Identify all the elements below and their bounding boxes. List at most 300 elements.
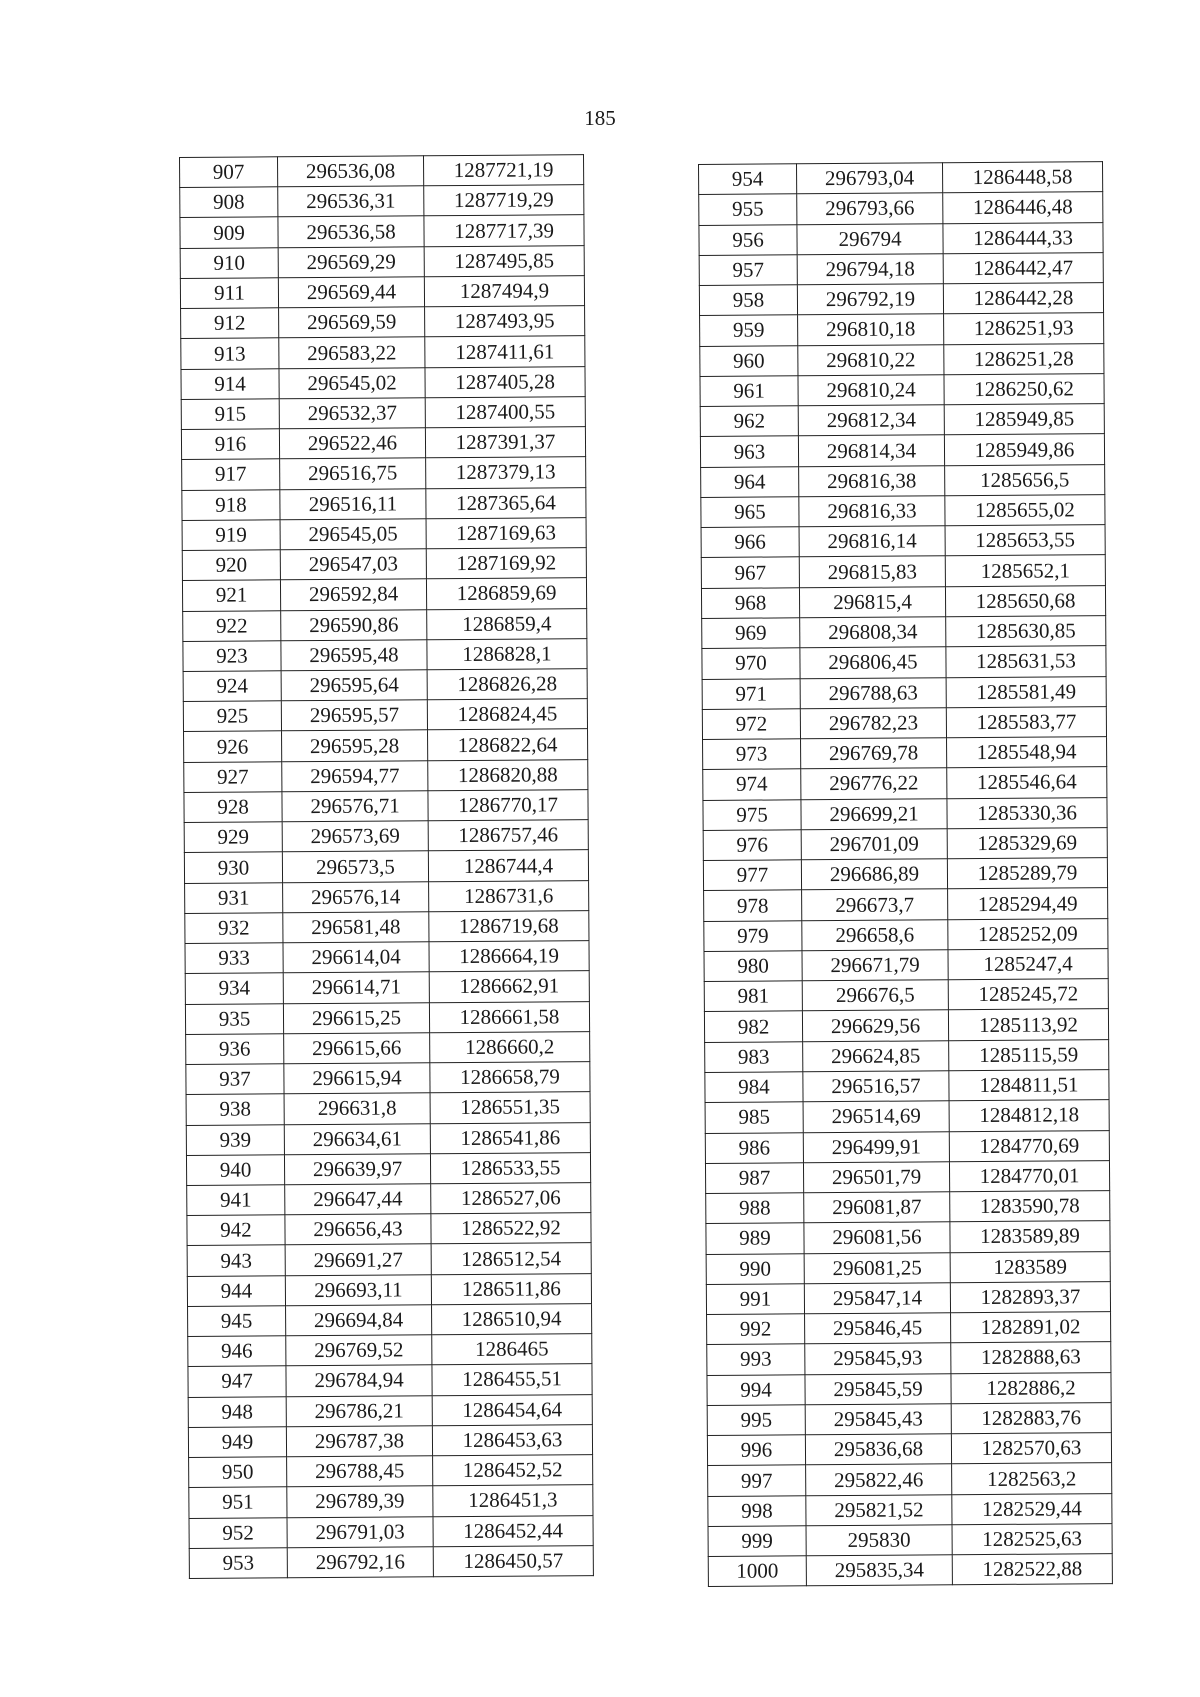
y-coordinate-cell: 1286533,55 [430, 1152, 590, 1183]
y-coordinate-cell: 1286527,06 [431, 1183, 591, 1214]
x-coordinate-cell: 296583,22 [279, 337, 425, 368]
point-number-cell: 922 [183, 610, 281, 641]
table-row [180, 276, 584, 309]
y-coordinate-cell: 1286731,6 [429, 880, 589, 911]
y-coordinate-cell: 1282529,44 [952, 1493, 1112, 1524]
point-number-cell: 973 [703, 739, 801, 770]
point-number-cell: 985 [705, 1102, 803, 1133]
table-row [699, 283, 1103, 316]
y-coordinate-cell: 1283589,89 [950, 1221, 1110, 1252]
x-coordinate-cell: 296812,34 [798, 405, 944, 436]
table-row [188, 1364, 592, 1397]
point-number-cell: 940 [186, 1155, 284, 1186]
y-coordinate-cell: 1286512,54 [431, 1243, 591, 1274]
point-number-cell: 953 [189, 1548, 287, 1579]
x-coordinate-cell: 296793,66 [797, 193, 943, 224]
x-coordinate-cell: 296615,25 [283, 1002, 429, 1033]
x-coordinate-cell: 296634,61 [284, 1123, 430, 1154]
y-coordinate-cell: 1285252,09 [948, 918, 1108, 949]
table-row [708, 1463, 1112, 1496]
table-row [703, 737, 1107, 770]
x-coordinate-cell: 296815,83 [799, 556, 945, 587]
y-coordinate-cell: 1285630,85 [946, 616, 1106, 647]
y-coordinate-cell: 1285548,94 [947, 737, 1107, 768]
x-coordinate-cell: 296658,6 [802, 919, 948, 950]
table-row [700, 374, 1104, 407]
y-coordinate-cell: 1287169,92 [426, 548, 586, 579]
x-coordinate-cell: 296631,8 [284, 1093, 430, 1124]
y-coordinate-cell: 1287717,39 [424, 215, 584, 246]
x-coordinate-cell: 295836,68 [805, 1434, 951, 1465]
table-row [699, 222, 1103, 255]
point-number-cell: 931 [185, 882, 283, 913]
x-coordinate-cell: 296516,11 [280, 488, 426, 519]
point-number-cell: 965 [701, 497, 799, 528]
x-coordinate-cell: 296581,48 [283, 912, 429, 943]
table-row [180, 155, 584, 188]
table-row [703, 828, 1107, 861]
y-coordinate-cell: 1286446,48 [943, 192, 1103, 223]
table-row [182, 487, 586, 520]
point-number-cell: 941 [187, 1185, 285, 1216]
table-row [183, 638, 587, 671]
table-row [707, 1372, 1111, 1405]
x-coordinate-cell: 296769,52 [286, 1335, 432, 1366]
point-number-cell: 948 [188, 1396, 286, 1427]
table-row [185, 911, 589, 944]
y-coordinate-cell: 1287365,64 [426, 487, 586, 518]
x-coordinate-cell: 295845,43 [805, 1404, 951, 1435]
y-coordinate-cell: 1286744,4 [428, 850, 588, 881]
y-coordinate-cell: 1285245,72 [948, 979, 1108, 1010]
point-number-cell: 945 [188, 1306, 286, 1337]
y-coordinate-cell: 1286444,33 [943, 222, 1103, 253]
x-coordinate-cell: 296624,85 [803, 1040, 949, 1071]
point-number-cell: 988 [706, 1193, 804, 1224]
table-row [182, 457, 586, 490]
y-coordinate-cell: 1286453,63 [432, 1424, 592, 1455]
y-coordinate-cell: 1287405,28 [425, 366, 585, 397]
point-number-cell: 952 [189, 1517, 287, 1548]
y-coordinate-cell: 1285583,77 [946, 706, 1106, 737]
table-row [705, 1130, 1109, 1163]
x-coordinate-cell: 296595,48 [281, 640, 427, 671]
point-number-cell: 933 [185, 943, 283, 974]
table-row [183, 699, 587, 732]
table-row [189, 1545, 593, 1578]
table-row [188, 1424, 592, 1457]
table-row [186, 1122, 590, 1155]
x-coordinate-cell: 296686,89 [801, 859, 947, 890]
x-coordinate-cell: 296614,04 [283, 942, 429, 973]
y-coordinate-cell: 1286859,4 [427, 608, 587, 639]
y-coordinate-cell: 1287495,85 [424, 245, 584, 276]
x-coordinate-cell: 296516,75 [280, 458, 426, 489]
table-row [181, 336, 585, 369]
table-row [188, 1394, 592, 1427]
y-coordinate-cell: 1287169,63 [426, 517, 586, 548]
point-number-cell: 944 [187, 1275, 285, 1306]
table-row [180, 185, 584, 218]
y-coordinate-cell: 1282883,76 [951, 1403, 1111, 1434]
x-coordinate-cell: 296788,45 [287, 1456, 433, 1487]
point-number-cell: 955 [699, 194, 797, 225]
x-coordinate-cell: 296794 [797, 223, 943, 254]
y-coordinate-cell: 1286442,28 [943, 283, 1103, 314]
x-coordinate-cell: 296647,44 [285, 1184, 431, 1215]
y-coordinate-cell: 1283589 [950, 1251, 1110, 1282]
x-coordinate-cell: 296569,44 [278, 277, 424, 308]
x-coordinate-cell: 296536,08 [278, 156, 424, 187]
point-number-cell: 929 [184, 822, 282, 853]
y-coordinate-cell: 1285115,59 [949, 1039, 1109, 1070]
x-coordinate-cell: 296576,71 [282, 791, 428, 822]
point-number-cell: 923 [183, 641, 281, 672]
table-row [180, 245, 584, 278]
page-number: 185 [584, 106, 616, 130]
table-row [185, 1001, 589, 1034]
point-number-cell: 996 [707, 1435, 805, 1466]
point-number-cell: 974 [703, 769, 801, 800]
x-coordinate-cell: 296569,59 [279, 307, 425, 338]
y-coordinate-cell: 1287379,13 [426, 457, 586, 488]
x-coordinate-cell: 296629,56 [802, 1010, 948, 1041]
y-coordinate-cell: 1287391,37 [425, 427, 585, 458]
point-number-cell: 947 [188, 1366, 286, 1397]
y-coordinate-cell: 1286250,62 [944, 374, 1104, 405]
y-coordinate-cell: 1284811,51 [949, 1070, 1109, 1101]
x-coordinate-cell: 296816,38 [799, 465, 945, 496]
table-row [187, 1213, 591, 1246]
table-row [707, 1342, 1111, 1375]
point-number-cell: 934 [185, 973, 283, 1004]
point-number-cell: 927 [184, 761, 282, 792]
table-row [702, 676, 1106, 709]
x-coordinate-cell: 296786,21 [286, 1395, 432, 1426]
x-coordinate-cell: 296699,21 [801, 798, 947, 829]
x-coordinate-cell: 296791,03 [287, 1516, 433, 1547]
table-row [187, 1273, 591, 1306]
y-coordinate-cell: 1285653,55 [945, 525, 1105, 556]
x-coordinate-cell: 296810,24 [798, 375, 944, 406]
point-number-cell: 928 [184, 792, 282, 823]
point-number-cell: 910 [180, 248, 278, 279]
x-coordinate-cell: 296536,58 [278, 216, 424, 247]
point-number-cell: 1000 [708, 1556, 806, 1587]
point-number-cell: 991 [706, 1284, 804, 1315]
table-row [704, 918, 1108, 951]
table-row [706, 1281, 1110, 1314]
y-coordinate-cell: 1282893,37 [950, 1281, 1110, 1312]
y-coordinate-cell: 1286661,58 [429, 1001, 589, 1032]
y-coordinate-cell: 1282891,02 [951, 1312, 1111, 1343]
x-coordinate-cell: 296676,5 [802, 980, 948, 1011]
coordinates-table-left [179, 154, 594, 1579]
point-number-cell: 936 [186, 1034, 284, 1065]
point-number-cell: 989 [706, 1223, 804, 1254]
x-coordinate-cell: 296784,94 [286, 1365, 432, 1396]
x-coordinate-cell: 295845,93 [805, 1343, 951, 1374]
x-coordinate-cell: 296792,19 [797, 284, 943, 315]
x-coordinate-cell: 296788,63 [800, 677, 946, 708]
x-coordinate-cell: 296514,69 [803, 1101, 949, 1132]
table-row [184, 759, 588, 792]
table-row [189, 1455, 593, 1488]
point-number-cell: 981 [704, 981, 802, 1012]
y-coordinate-cell: 1286828,1 [427, 638, 587, 669]
point-number-cell: 926 [184, 731, 282, 762]
y-coordinate-cell: 1285247,4 [948, 949, 1108, 980]
point-number-cell: 959 [700, 315, 798, 346]
x-coordinate-cell: 296573,69 [282, 821, 428, 852]
y-coordinate-cell: 1285949,85 [944, 404, 1104, 435]
y-coordinate-cell: 1286660,2 [430, 1031, 590, 1062]
table-row [707, 1433, 1111, 1466]
point-number-cell: 958 [699, 285, 797, 316]
table-row [706, 1251, 1110, 1284]
table-row [181, 366, 585, 399]
point-number-cell: 943 [187, 1245, 285, 1276]
x-coordinate-cell: 296810,22 [798, 344, 944, 375]
point-number-cell: 909 [180, 217, 278, 248]
table-row [703, 767, 1107, 800]
table-row [183, 669, 587, 702]
x-coordinate-cell: 296693,11 [285, 1274, 431, 1305]
table-row [702, 616, 1106, 649]
y-coordinate-cell: 1285650,68 [945, 585, 1105, 616]
x-coordinate-cell: 296501,79 [803, 1162, 949, 1193]
point-number-cell: 925 [183, 701, 281, 732]
table-row [699, 252, 1103, 285]
y-coordinate-cell: 1285329,69 [947, 828, 1107, 859]
table-row [182, 548, 586, 581]
x-coordinate-cell: 296769,78 [801, 738, 947, 769]
y-coordinate-cell: 1282886,2 [951, 1372, 1111, 1403]
table-row [189, 1515, 593, 1548]
point-number-cell: 997 [708, 1465, 806, 1496]
point-number-cell: 946 [188, 1336, 286, 1367]
table-row [701, 525, 1105, 558]
point-number-cell: 920 [182, 550, 280, 581]
x-coordinate-cell: 295830 [806, 1525, 952, 1556]
y-coordinate-cell: 1286510,94 [432, 1304, 592, 1335]
table-row [701, 464, 1105, 497]
x-coordinate-cell: 296569,29 [278, 246, 424, 277]
x-coordinate-cell: 296793,04 [797, 163, 943, 194]
point-number-cell: 967 [701, 557, 799, 588]
table-row [181, 397, 585, 430]
point-number-cell: 966 [701, 527, 799, 558]
point-number-cell: 968 [701, 588, 799, 619]
point-number-cell: 921 [182, 580, 280, 611]
point-number-cell: 980 [704, 951, 802, 982]
table-row [184, 790, 588, 823]
point-number-cell: 990 [706, 1253, 804, 1284]
table-row [188, 1304, 592, 1337]
y-coordinate-cell: 1286251,28 [944, 343, 1104, 374]
x-coordinate-cell: 295821,52 [806, 1494, 952, 1525]
table-row [700, 343, 1104, 376]
y-coordinate-cell: 1286455,51 [432, 1364, 592, 1395]
y-coordinate-cell: 1285581,49 [946, 676, 1106, 707]
y-coordinate-cell: 1285113,92 [948, 1009, 1108, 1040]
table-row [708, 1524, 1112, 1557]
x-coordinate-cell: 296536,31 [278, 186, 424, 217]
table-row [180, 215, 584, 248]
table-row [708, 1493, 1112, 1526]
table-row [187, 1183, 591, 1216]
x-coordinate-cell: 296595,64 [281, 670, 427, 701]
point-number-cell: 924 [183, 671, 281, 702]
x-coordinate-cell: 296595,28 [282, 730, 428, 761]
point-number-cell: 949 [188, 1427, 286, 1458]
table-row [706, 1191, 1110, 1224]
y-coordinate-cell: 1287719,29 [424, 185, 584, 216]
table-row [705, 1070, 1109, 1103]
y-coordinate-cell: 1286251,93 [944, 313, 1104, 344]
table-row [185, 880, 589, 913]
table-row [186, 1152, 590, 1185]
table-row [188, 1334, 592, 1367]
x-coordinate-cell: 296615,66 [284, 1033, 430, 1064]
x-coordinate-cell: 296673,7 [802, 889, 948, 920]
x-coordinate-cell: 296081,87 [804, 1192, 950, 1223]
point-number-cell: 911 [180, 278, 278, 309]
table-row [704, 888, 1108, 921]
table-row [704, 949, 1108, 982]
point-number-cell: 935 [185, 1003, 283, 1034]
y-coordinate-cell: 1285656,5 [945, 464, 1105, 495]
point-number-cell: 964 [701, 466, 799, 497]
table-row [704, 1009, 1108, 1042]
table-row [189, 1485, 593, 1518]
y-coordinate-cell: 1285652,1 [945, 555, 1105, 586]
table-row [184, 729, 588, 762]
y-coordinate-cell: 1285655,02 [945, 495, 1105, 526]
y-coordinate-cell: 1286664,19 [429, 941, 589, 972]
y-coordinate-cell: 1287411,61 [425, 336, 585, 367]
point-number-cell: 999 [708, 1526, 806, 1557]
x-coordinate-cell: 296594,77 [282, 760, 428, 791]
y-coordinate-cell: 1282525,63 [952, 1524, 1112, 1555]
table-row [699, 162, 1103, 195]
y-coordinate-cell: 1286442,47 [943, 252, 1103, 283]
point-number-cell: 915 [181, 399, 279, 430]
y-coordinate-cell: 1286522,92 [431, 1213, 591, 1244]
x-coordinate-cell: 296547,03 [280, 549, 426, 580]
x-coordinate-cell: 296595,57 [281, 700, 427, 731]
point-number-cell: 983 [705, 1041, 803, 1072]
point-number-cell: 986 [705, 1132, 803, 1163]
table-row [700, 313, 1104, 346]
x-coordinate-cell: 296789,39 [287, 1486, 433, 1517]
y-coordinate-cell: 1283590,78 [950, 1191, 1110, 1222]
table-row [186, 1062, 590, 1095]
x-coordinate-cell: 296792,16 [287, 1547, 433, 1578]
y-coordinate-cell: 1286454,64 [432, 1394, 592, 1425]
y-coordinate-cell: 1286452,44 [433, 1515, 593, 1546]
x-coordinate-cell: 296816,33 [799, 496, 945, 527]
x-coordinate-cell: 295846,45 [805, 1313, 951, 1344]
x-coordinate-cell: 295845,59 [805, 1373, 951, 1404]
point-number-cell: 907 [180, 157, 278, 188]
y-coordinate-cell: 1284812,18 [949, 1100, 1109, 1131]
y-coordinate-cell: 1286451,3 [433, 1485, 593, 1516]
point-number-cell: 972 [702, 709, 800, 740]
x-coordinate-cell: 296576,14 [283, 881, 429, 912]
point-number-cell: 919 [182, 520, 280, 551]
table-row [184, 820, 588, 853]
point-number-cell: 982 [704, 1011, 802, 1042]
table-row [707, 1403, 1111, 1436]
y-coordinate-cell: 1286450,57 [433, 1545, 593, 1576]
y-coordinate-cell: 1286658,79 [430, 1062, 590, 1093]
table-row [707, 1312, 1111, 1345]
y-coordinate-cell: 1286541,86 [430, 1122, 590, 1153]
table-row [185, 971, 589, 1004]
point-number-cell: 960 [700, 345, 798, 376]
x-coordinate-cell: 296656,43 [285, 1214, 431, 1245]
point-number-cell: 914 [181, 368, 279, 399]
table-row [701, 585, 1105, 618]
table-row [187, 1243, 591, 1276]
x-coordinate-cell: 296810,18 [798, 314, 944, 345]
x-coordinate-cell: 296776,22 [801, 768, 947, 799]
y-coordinate-cell: 1286452,52 [433, 1455, 593, 1486]
table-row [184, 850, 588, 883]
y-coordinate-cell: 1286820,88 [428, 759, 588, 790]
point-number-cell: 971 [702, 678, 800, 709]
y-coordinate-cell: 1286826,28 [427, 669, 587, 700]
table-row [702, 646, 1106, 679]
table-row [706, 1221, 1110, 1254]
x-coordinate-cell: 296522,46 [279, 428, 425, 459]
table-row [699, 192, 1103, 225]
point-number-cell: 995 [707, 1405, 805, 1436]
y-coordinate-cell: 1287400,55 [425, 397, 585, 428]
point-number-cell: 939 [186, 1124, 284, 1155]
table-row [703, 797, 1107, 830]
table-row [186, 1031, 590, 1064]
table-row [700, 434, 1104, 467]
point-number-cell: 937 [186, 1064, 284, 1095]
x-coordinate-cell: 296782,23 [800, 708, 946, 739]
y-coordinate-cell: 1286662,91 [429, 971, 589, 1002]
x-coordinate-cell: 296691,27 [285, 1244, 431, 1275]
coordinates-table-right [698, 161, 1113, 1587]
y-coordinate-cell: 1284770,69 [949, 1130, 1109, 1161]
table-row [185, 941, 589, 974]
table-row [181, 306, 585, 339]
x-coordinate-cell: 296545,02 [279, 367, 425, 398]
point-number-cell: 987 [705, 1163, 803, 1194]
y-coordinate-cell: 1287721,19 [423, 155, 583, 186]
x-coordinate-cell: 296806,45 [800, 647, 946, 678]
table-row [705, 1160, 1109, 1193]
y-coordinate-cell: 1286719,68 [429, 911, 589, 942]
table-row [700, 404, 1104, 437]
x-coordinate-cell: 296787,38 [286, 1426, 432, 1457]
y-coordinate-cell: 1286551,35 [430, 1092, 590, 1123]
point-number-cell: 977 [703, 860, 801, 891]
point-number-cell: 978 [704, 890, 802, 921]
y-coordinate-cell: 1285546,64 [947, 767, 1107, 798]
y-coordinate-cell: 1285949,86 [944, 434, 1104, 465]
x-coordinate-cell: 296614,71 [283, 972, 429, 1003]
y-coordinate-cell: 1282522,88 [952, 1554, 1112, 1585]
x-coordinate-cell: 296816,14 [799, 526, 945, 557]
point-number-cell: 970 [702, 648, 800, 679]
